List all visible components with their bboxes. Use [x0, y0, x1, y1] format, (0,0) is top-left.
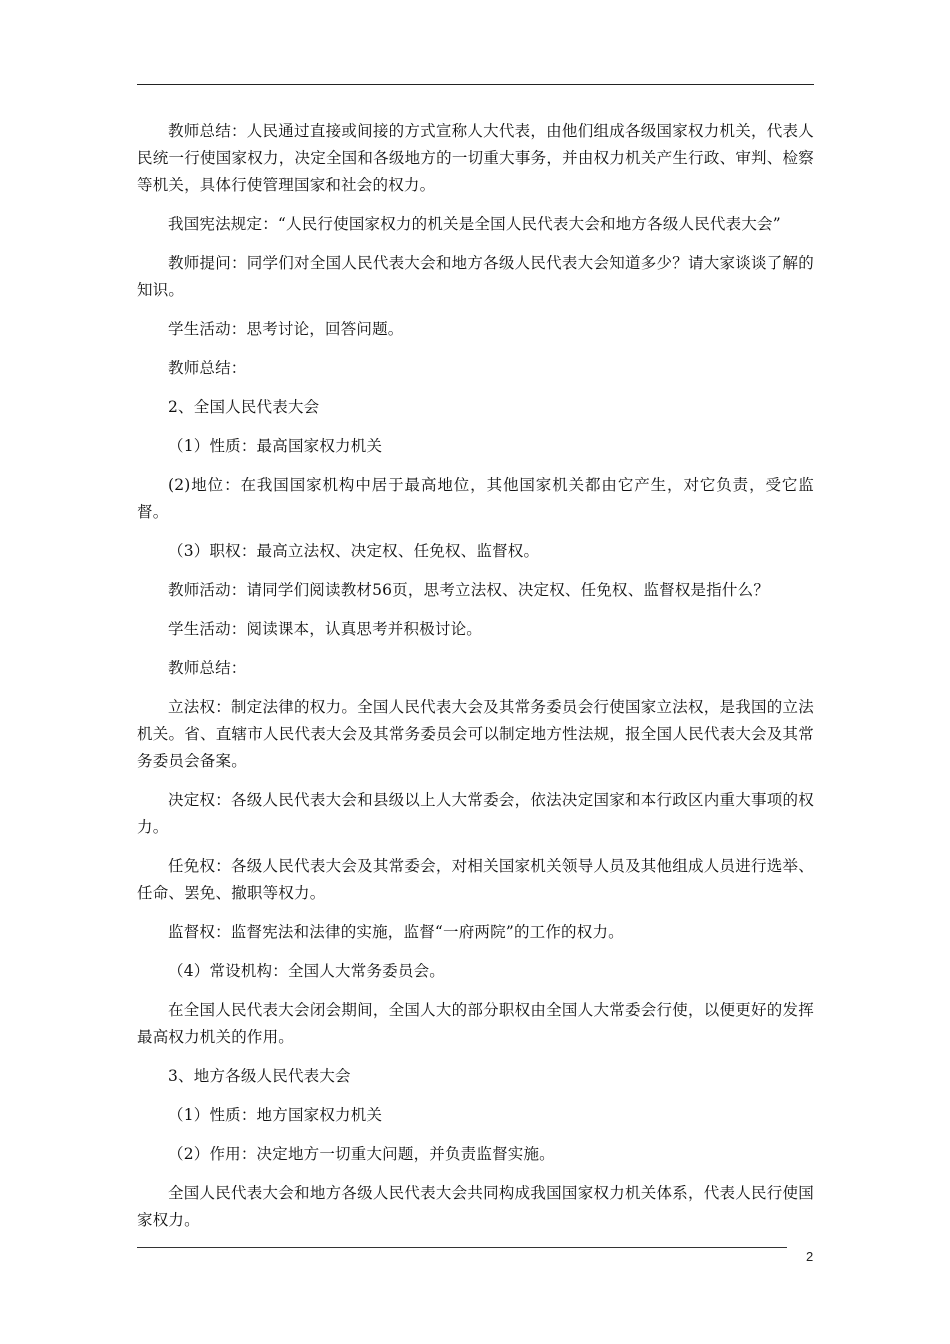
paragraph: （3）职权：最高立法权、决定权、任免权、监督权。 — [168, 542, 540, 560]
paragraph: 立法权：制定法律的权力。全国人民代表大会及其常务委员会行使国家立法权，是我国的立法机关。省、直辖市人民代表大会及其常务委员会可以制定地方性法规，报全国人民代表大会及其常务委员会备案。 — [137, 698, 814, 770]
paragraph: 学生活动：阅读课本，认真思考并积极讨论。 — [168, 620, 483, 638]
paragraph: 全国人民代表大会和地方各级人民代表大会共同构成我国国家权力机关体系，代表人民行使国家权力。 — [137, 1184, 814, 1229]
paragraph: 任免权：各级人民代表大会及其常委会，对相关国家机关领导人员及其他组成人员进行选举、任命、罢免、撤职等权力。 — [137, 857, 814, 902]
paragraph: 教师总结：人民通过直接或间接的方式宣称人大代表，由他们组成各级国家权力机关，代表人民统一行使国家权力，决定全国和各级地方的一切重大事务，并由权力机关产生行政、审判、检察等机关，具体行使管理国家和社会的权力。 — [137, 122, 814, 194]
paragraph: 在全国人民代表大会闭会期间，全国人大的部分职权由全国人大常委会行使，以便更好的发挥最高权力机关的作用。 — [137, 1001, 814, 1046]
page-number: 2 — [806, 1249, 814, 1264]
paragraph: (2)地位：在我国国家机构中居于最高地位，其他国家机关都由它产生，对它负责，受它监督。 — [137, 476, 814, 521]
paragraph: 教师提问：同学们对全国人民代表大会和地方各级人民代表大会知道多少？请大家谈谈了解的知识。 — [137, 254, 814, 299]
paragraph: 教师活动：请同学们阅读教材56页，思考立法权、决定权、任免权、监督权是指什么？ — [168, 581, 770, 599]
header-rule — [137, 84, 814, 85]
paragraph: 学生活动：思考讨论，回答问题。 — [168, 320, 404, 338]
paragraph: 教师总结： — [168, 359, 247, 377]
document-body — [137, 118, 814, 1234]
paragraph: 决定权：各级人民代表大会和县级以上人大常委会，依法决定国家和本行政区内重大事项的权力。 — [137, 791, 814, 836]
paragraph: （1）性质：最高国家权力机关 — [168, 437, 383, 455]
section-heading: 2、全国人民代表大会 — [168, 398, 320, 416]
section-heading: 3、地方各级人民代表大会 — [168, 1067, 351, 1085]
paragraph: （2）作用：决定地方一切重大问题，并负责监督实施。 — [168, 1145, 555, 1163]
paragraph: 监督权：监督宪法和法律的实施，监督“一府两院”的工作的权力。 — [168, 923, 624, 941]
paragraph: 教师总结： — [168, 659, 247, 677]
paragraph: 我国宪法规定：“人民行使国家权力的机关是全国人民代表大会和地方各级人民代表大会” — [168, 215, 781, 233]
paragraph: （1）性质：地方国家权力机关 — [168, 1106, 383, 1124]
paragraph: （4）常设机构：全国人大常务委员会。 — [168, 962, 445, 980]
footer-rule — [137, 1247, 787, 1248]
